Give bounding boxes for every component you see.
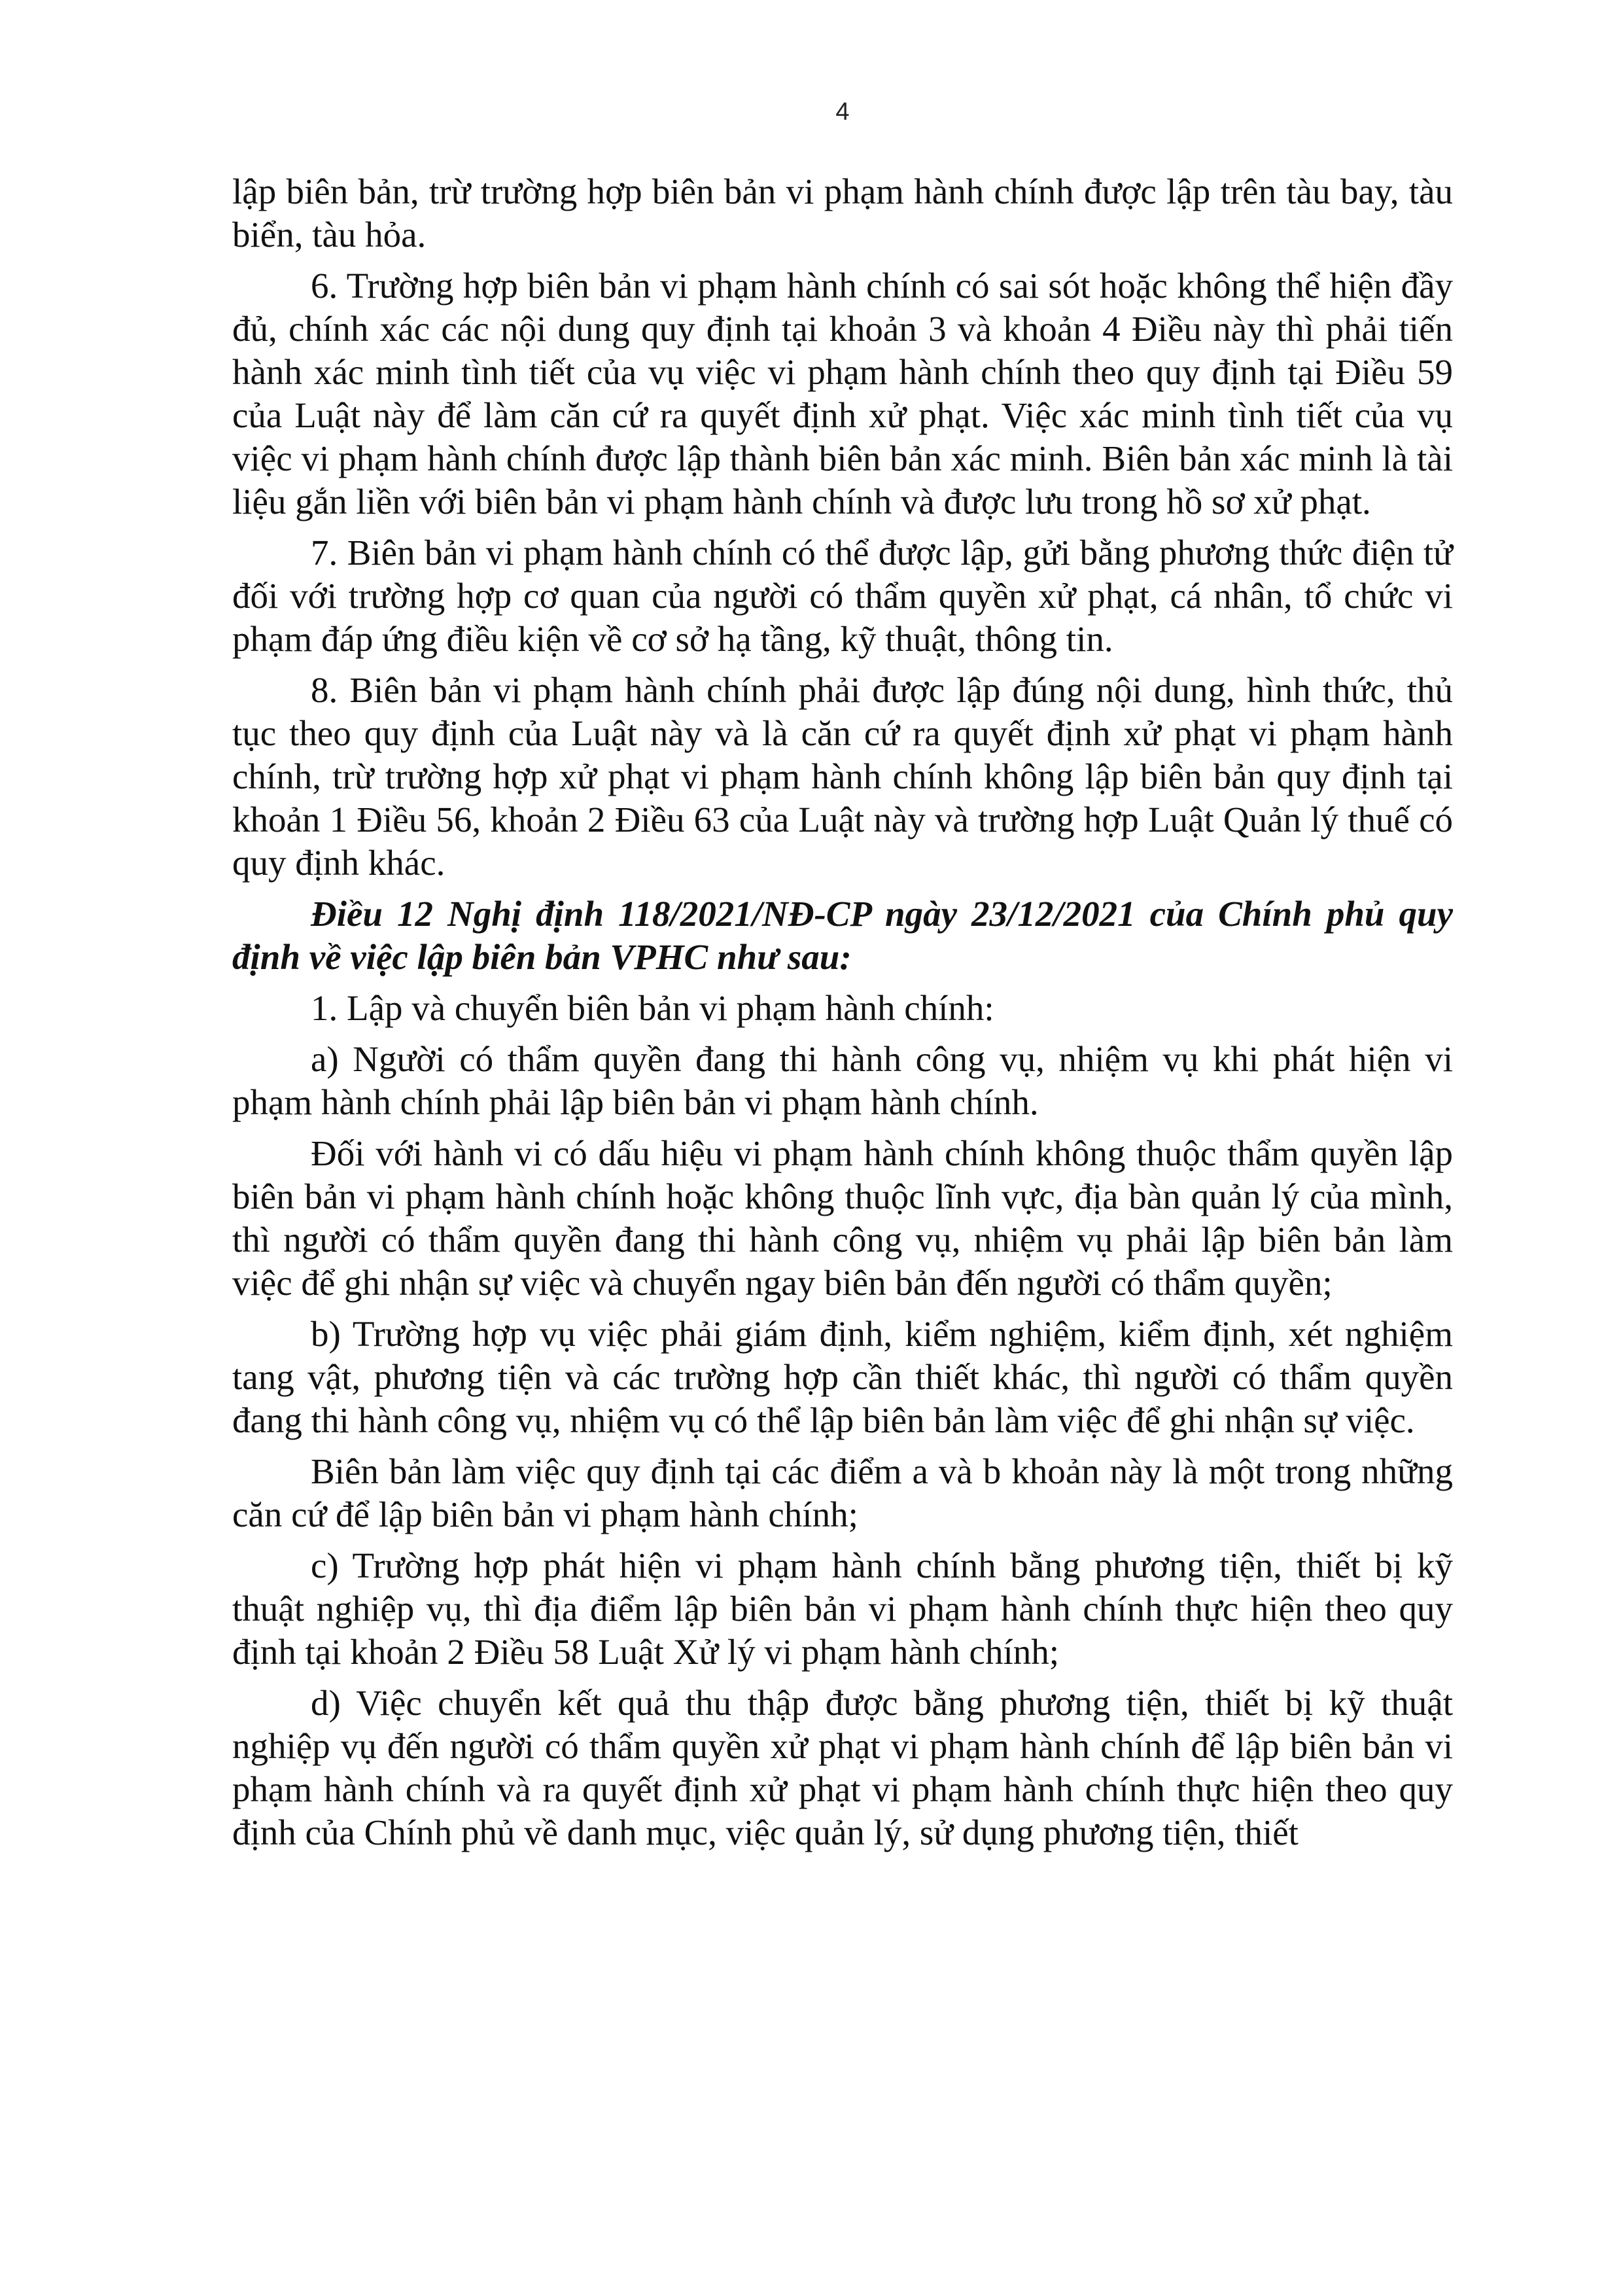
paragraph: a) Người có thẩm quyền đang thi hành công vụ, nhiệm vụ khi phát hiện vi phạm hành chính phải lập biên bản vi phạm hành chính. <box>232 1039 1453 1122</box>
paragraph: 7. Biên bản vi phạm hành chính có thể được lập, gửi bằng phương thức điện tử đối với trường hợp cơ quan của người có thẩm quyền xử phạt, cá nhân, tổ chức vi phạm đáp ứng điều kiện về cơ sở hạ tầng, kỹ thuật, thông tin. <box>232 533 1453 659</box>
paragraph: 1. Lập và chuyển biên bản vi phạm hành chính: <box>311 988 994 1028</box>
paragraph: Biên bản làm việc quy định tại các điểm a và b khoản này là một trong những căn cứ để lập biên bản vi phạm hành chính; <box>232 1451 1453 1534</box>
paragraph: 6. Trường hợp biên bản vi phạm hành chính có sai sót hoặc không thể hiện đầy đủ, chính xác các nội dung quy định tại khoản 3 và khoản 4 Điều này thì phải tiến hành xác minh tình tiết của vụ việc vi phạm hành chính theo quy định tại Điều 59 của Luật này để làm căn cứ ra quyết định xử phạt. Việc xác minh tình tiết của vụ việc vi phạm hành chính được lập thành biên bản xác minh. Biên bản xác minh là tài liệu gắn liền với biên bản vi phạm hành chính và được lưu trong hồ sơ xử phạt. <box>232 266 1453 521</box>
paragraph: Đối với hành vi có dấu hiệu vi phạm hành chính không thuộc thẩm quyền lập biên bản vi phạm hành chính hoặc không thuộc lĩnh vực, địa bàn quản lý của mình, thì người có thẩm quyền đang thi hành công vụ, nhiệm vụ phải lập biên bản làm việc để ghi nhận sự việc và chuyển ngay biên bản đến người có thẩm quyền; <box>232 1133 1453 1303</box>
document-body <box>232 170 1453 1862</box>
paragraph: c) Trường hợp phát hiện vi phạm hành chính bằng phương tiện, thiết bị kỹ thuật nghiệp vụ, thì địa điểm lập biên bản vi phạm hành chính thực hiện theo quy định tại khoản 2 Điều 58 Luật Xử lý vi phạm hành chính; <box>232 1545 1453 1672</box>
paragraph: b) Trường hợp vụ việc phải giám định, kiểm nghiệm, kiểm định, xét nghiệm tang vật, phương tiện và các trường hợp cần thiết khác, thì người có thẩm quyền đang thi hành công vụ, nhiệm vụ có thể lập biên bản làm việc để ghi nhận sự việc. <box>232 1314 1453 1440</box>
paragraph: d) Việc chuyển kết quả thu thập được bằng phương tiện, thiết bị kỹ thuật nghiệp vụ đến người có thẩm quyền xử phạt vi phạm hành chính để lập biên bản vi phạm hành chính và ra quyết định xử phạt vi phạm hành chính thực hiện theo quy định của Chính phủ về danh mục, việc quản lý, sử dụng phương tiện, thiết <box>232 1683 1453 1852</box>
page-number: 4 <box>835 98 850 126</box>
paragraph: lập biên bản, trừ trường hợp biên bản vi phạm hành chính được lập trên tàu bay, tàu biển, tàu hỏa. <box>232 171 1453 255</box>
section-heading: Điều 12 Nghị định 118/2021/NĐ-CP ngày 23/12/2021 của Chính phủ quy định về việc lập biên bản VPHC như sau: <box>232 894 1453 977</box>
paragraph: 8. Biên bản vi phạm hành chính phải được lập đúng nội dung, hình thức, thủ tục theo quy định của Luật này và là căn cứ ra quyết định xử phạt vi phạm hành chính, trừ trường hợp xử phạt vi phạm hành chính không lập biên bản quy định tại khoản 1 Điều 56, khoản 2 Điều 63 của Luật này và trường hợp Luật Quản lý thuế có quy định khác. <box>232 670 1453 883</box>
